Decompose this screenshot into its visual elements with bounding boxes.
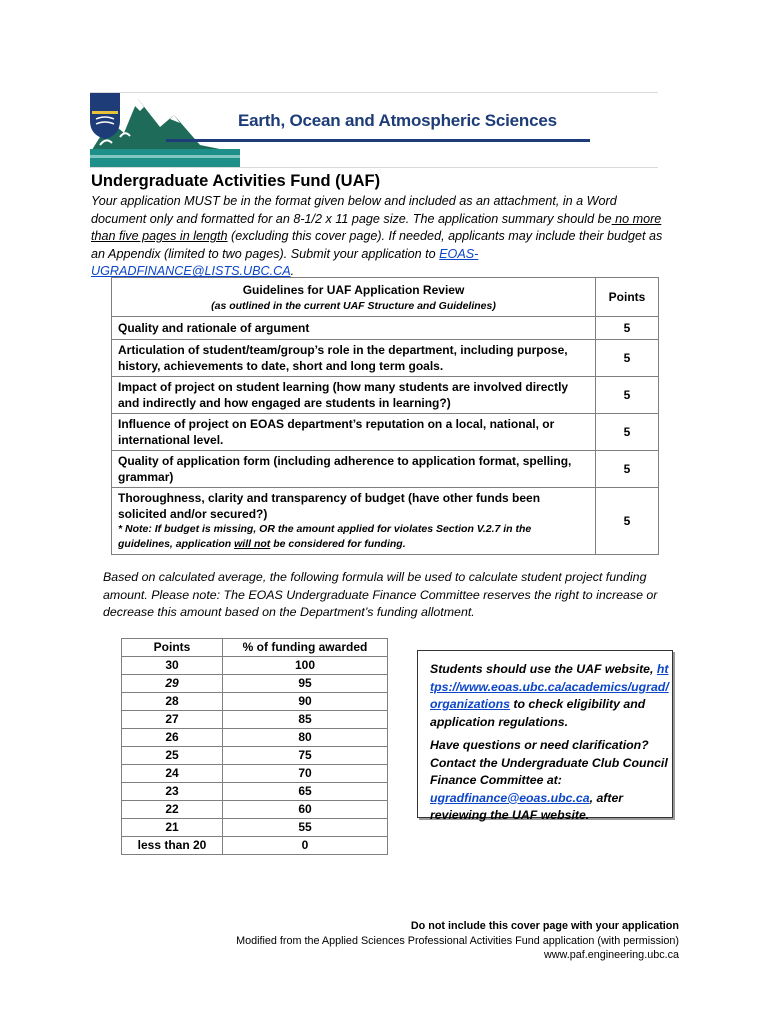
scale-percent: 100: [223, 657, 388, 675]
table-row: [122, 783, 388, 801]
criterion-points: 5: [596, 317, 659, 340]
scale-points: 28: [122, 693, 223, 711]
scale-percent: 75: [223, 747, 388, 765]
table-row: [112, 340, 659, 377]
table-row: [122, 765, 388, 783]
criterion-points: 5: [596, 488, 659, 555]
finance-email-link[interactable]: ugradfinance@eoas.ubc.ca: [430, 790, 590, 805]
scale-points: less than 20: [122, 837, 223, 855]
scale-points: 24: [122, 765, 223, 783]
scale-points: 23: [122, 783, 223, 801]
scale-percent: 65: [223, 783, 388, 801]
table-row: [112, 488, 659, 555]
scale-percent: 70: [223, 765, 388, 783]
points-header: Points: [596, 278, 659, 317]
guidelines-header: Guidelines for UAF Application Review: [242, 282, 465, 297]
table-row: [122, 837, 388, 855]
intro-paragraph: Your application MUST be in the format given below and included as an attachment, in a Word document only and formatted for an 8-1/2 x 11 page size. The application summary should be no more than five pages in length (excluding this cover page). If needed, applicants may include their budget as an Appendix (limited to two pages). Submit your application to EOAS-UGRADFINANCE@LISTS.UBC.CA.: [91, 194, 663, 279]
criterion: Influence of project on EOAS department’s reputation on a local, national, or international level.: [112, 414, 596, 451]
guidelines-subheader: (as outlined in the current UAF Structure and Guidelines): [211, 299, 496, 312]
footer-notice: Do not include this cover page with your application: [410, 920, 679, 932]
ubc-logo-text: UBC: [590, 121, 610, 131]
scale-percent: 80: [223, 729, 388, 747]
banner-title: Earth, Ocean and Atmospheric Sciences: [238, 111, 557, 130]
ubc-crest-icon: [90, 93, 120, 139]
scale-points: 25: [122, 747, 223, 765]
criterion-points: 5: [596, 377, 659, 414]
guidelines-header-cell: [112, 278, 596, 317]
website-instructions: Students should use the UAF website, https://www.eoas.ubc.ca/academics/ugrad/organizations to check eligibility and application regulations.: [430, 662, 669, 729]
criterion-points: 5: [596, 340, 659, 377]
scale-percent: 95: [223, 675, 388, 693]
scale-points: 22: [122, 801, 223, 819]
table-row: [122, 729, 388, 747]
scale-points: 27: [122, 711, 223, 729]
funding-column-header: % of funding awarded: [223, 639, 388, 657]
criterion: Articulation of student/team/group’s role in the department, including purpose, history, achievements to date, short and long term goals.: [112, 340, 596, 377]
criterion-points: 5: [596, 451, 659, 488]
criterion-points: 5: [596, 414, 659, 451]
table-row: [122, 675, 388, 693]
scale-points: 21: [122, 819, 223, 837]
table-row: [122, 819, 388, 837]
submission-email-link[interactable]: EOAS-UGRADFINANCE@LISTS.UBC.CA: [91, 246, 479, 279]
scale-points: 29: [122, 675, 223, 693]
criterion: [112, 488, 596, 555]
table-row: [122, 801, 388, 819]
guidelines-header-row: [112, 278, 659, 317]
table-row: [112, 451, 659, 488]
criterion: Quality of application form (including adherence to application format, spelling, grammar): [112, 451, 596, 488]
scale-percent: 85: [223, 711, 388, 729]
scale-percent: 0: [223, 837, 388, 855]
criterion: Quality and rationale of argument: [112, 317, 596, 340]
scale-header-row: [122, 639, 388, 657]
scale-percent: 55: [223, 819, 388, 837]
scale-points: 26: [122, 729, 223, 747]
criterion: Impact of project on student learning (how many students are involved directly and indirectly and how engaged are students in learning?): [112, 377, 596, 414]
table-row: [122, 711, 388, 729]
table-row: [122, 657, 388, 675]
footer-credit: Modified from the Applied Sciences Professional Activities Fund application (with permission): [236, 934, 679, 947]
info-box: [417, 650, 673, 822]
uaf-website-link[interactable]: https://www.eoas.ubc.ca/academics/ugrad/organizations: [430, 662, 669, 711]
department-banner: [90, 92, 658, 168]
table-row: [112, 377, 659, 414]
scale-percent: 60: [223, 801, 388, 819]
footer-url: www.paf.engineering.ubc.ca: [543, 949, 679, 961]
contact-instructions: Have questions or need clarification? Contact the Undergraduate Club Council Finance Committee at: ugradfinance@eoas.ubc.ca, after reviewing the UAF website.: [430, 738, 668, 822]
table-row: [122, 747, 388, 765]
points-column-header: Points: [122, 639, 223, 657]
footer: [236, 919, 679, 963]
scale-percent: 90: [223, 693, 388, 711]
funding-scale-table: [121, 638, 388, 855]
banner-rule: [166, 139, 590, 142]
scale-points: 30: [122, 657, 223, 675]
criterion-text: Thoroughness, clarity and transparency of budget (have other funds been solicited and/or secured?): [118, 491, 541, 521]
table-row: [112, 317, 659, 340]
page-title: Undergraduate Activities Fund (UAF): [91, 172, 381, 190]
budget-note: * Note: If budget is missing, OR the amount applied for violates Section V.2.7 in the guidelines, application will not be considered for funding.: [118, 523, 532, 550]
table-row: [122, 693, 388, 711]
formula-paragraph: Based on calculated average, the following formula will be used to calculate student project funding amount. Please note: The EOAS Undergraduate Finance Committee reserves the right to increase or decrease this amount based on the Department’s funding allotment.: [103, 570, 658, 619]
guidelines-table: [111, 277, 659, 555]
table-row: [112, 414, 659, 451]
